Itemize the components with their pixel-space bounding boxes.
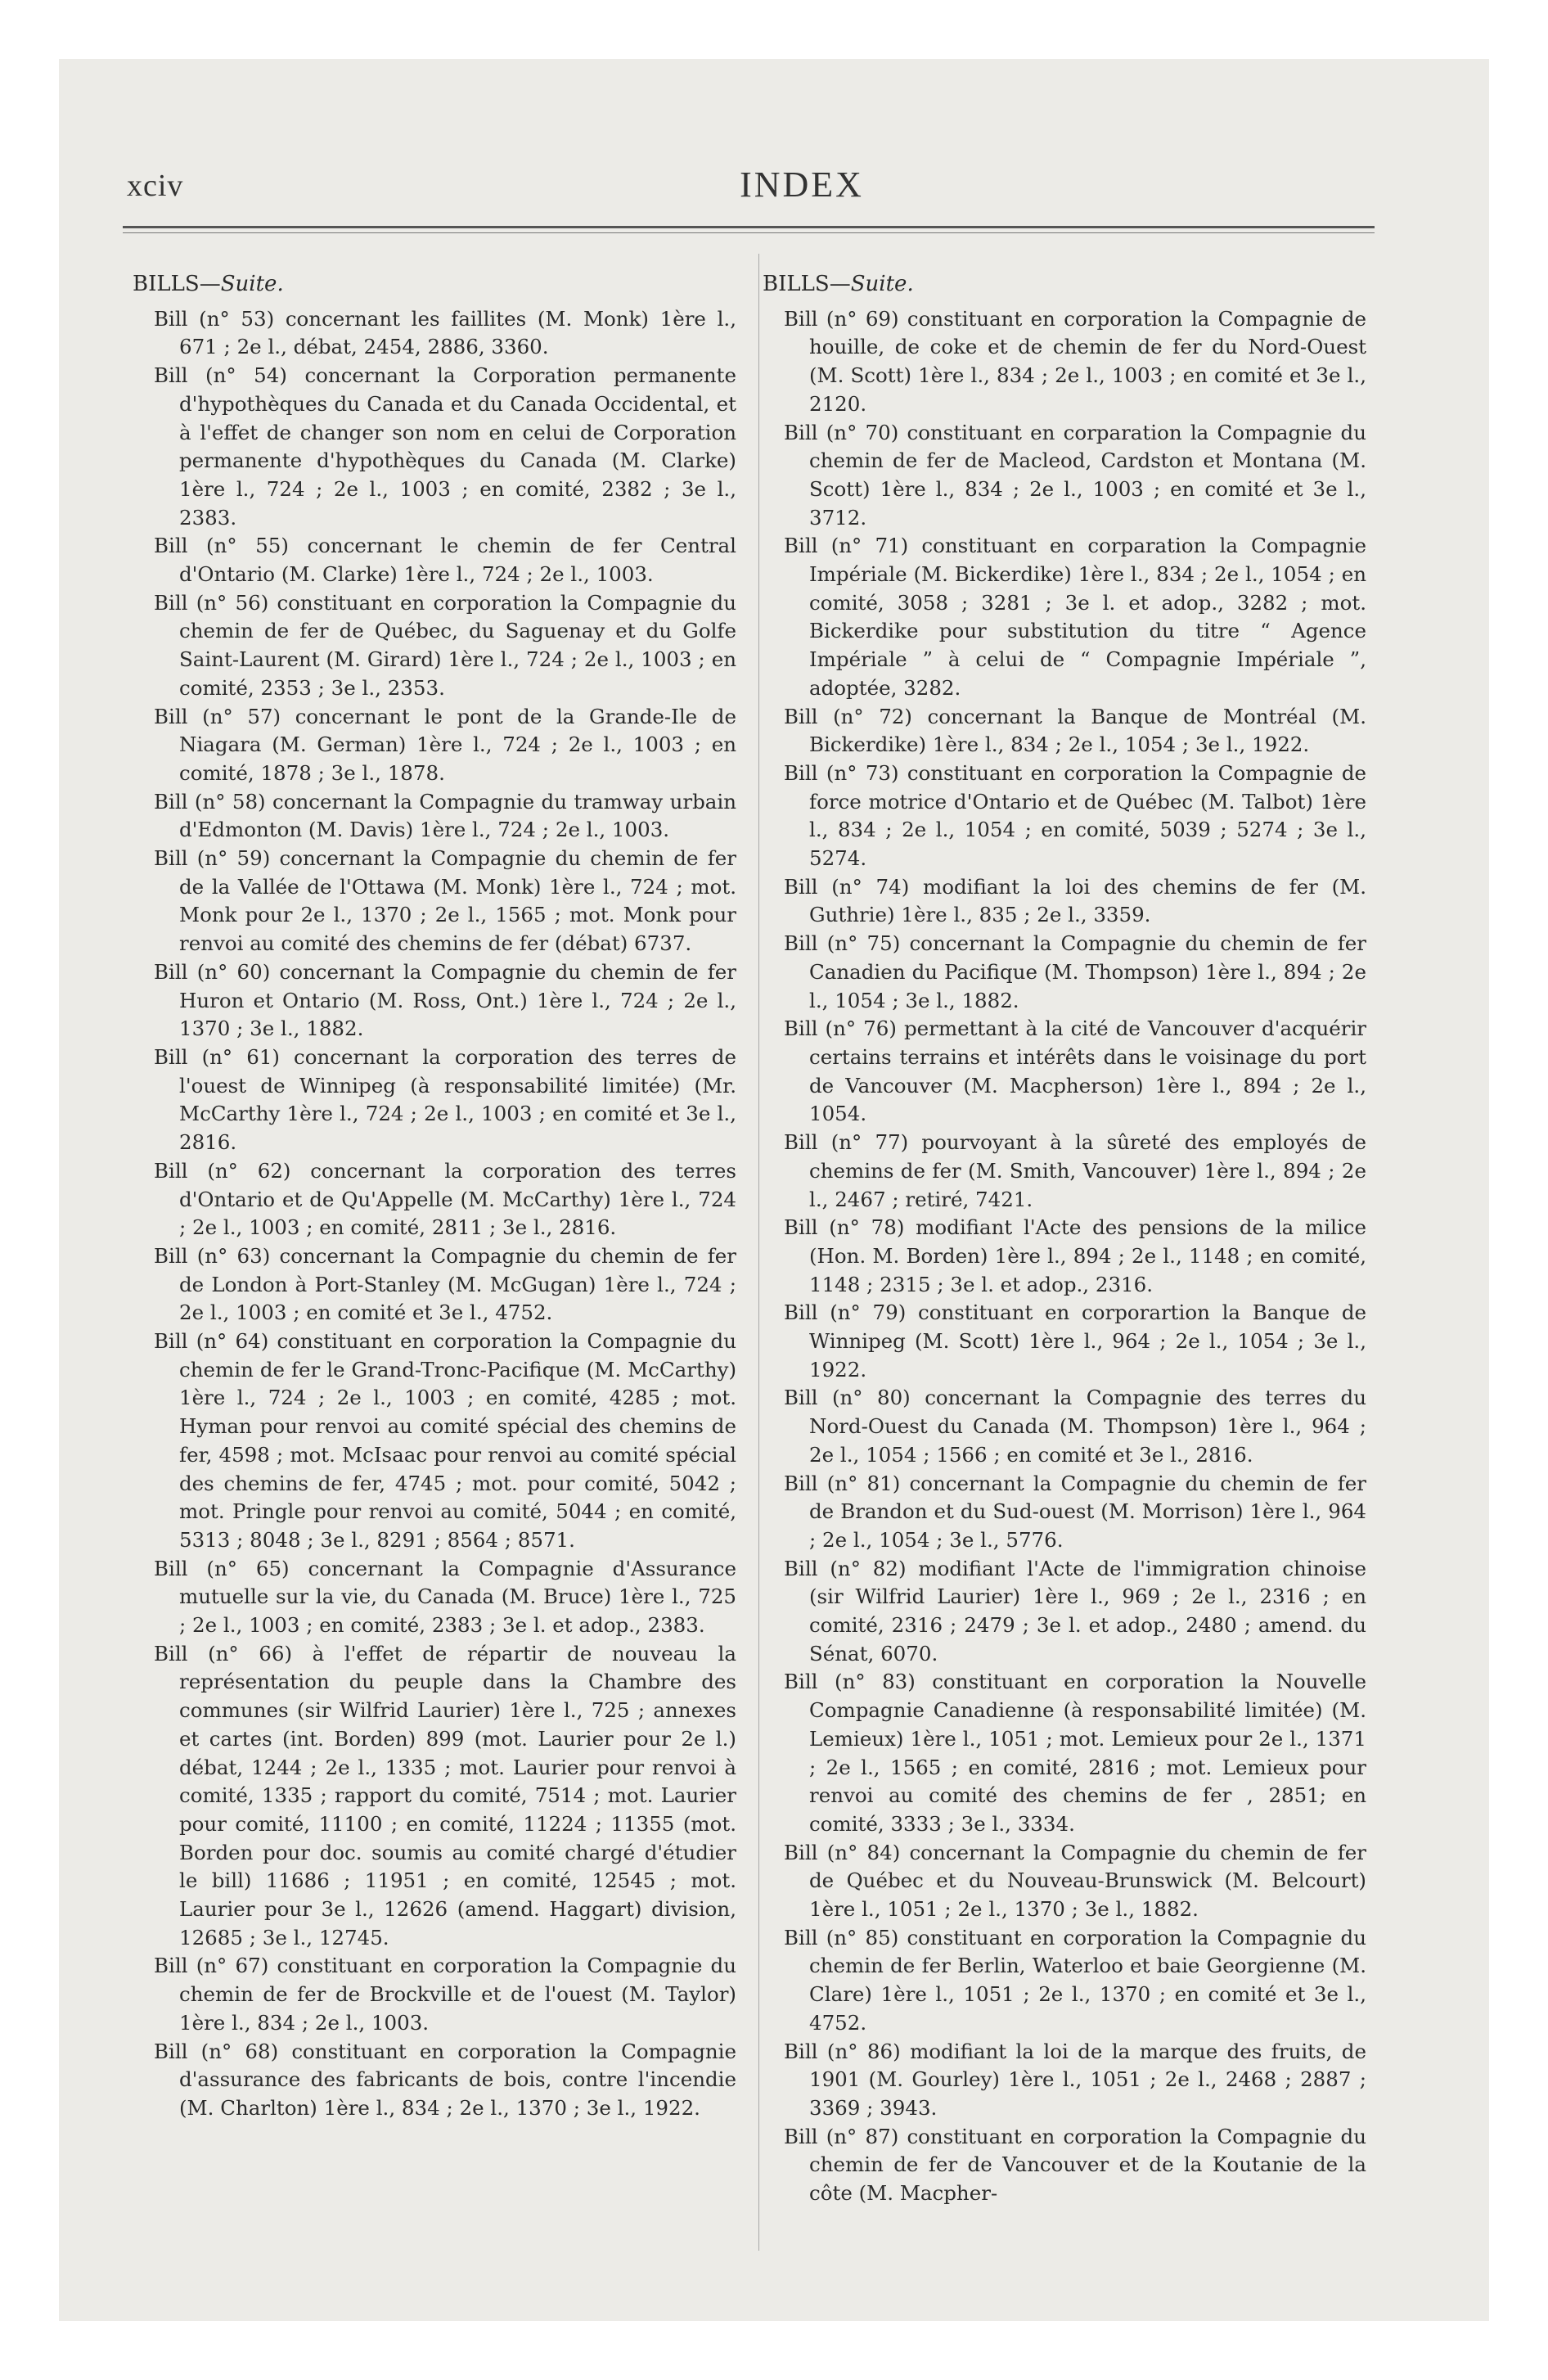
running-head: INDEX [740,165,864,205]
header-rule [123,226,1375,228]
index-entry: Bill (n° 73) constituant en corporation la Compagnie de force motrice d'Ontario et de Québec (M. Talbot) 1ère l., 834 ; 2e l., 1054 ; en comité, 5039 ; 5274 ; 3e l., 5274. [784,760,1366,871]
right-column [763,270,1366,2208]
header-rule-thin [123,232,1375,233]
index-entry: Bill (n° 79) constituant en corporartion la Banque de Winnipeg (M. Scott) 1ère l., 964 ; 2e l., 1054 ; 3e l., 1922. [784,1300,1366,1382]
index-entry: Bill (n° 72) concernant la Banque de Montréal (M. Bickerdike) 1ère l., 834 ; 2e l., 1054 ; 3e l., 1922. [784,704,1366,757]
index-entry: Bill (n° 83) constituant en corporation la Nouvelle Compagnie Canadienne (à responsabilité limitée) (M. Lemieux) 1ère l., 1051 ; mot. Lemieux pour 2e l., 1371 ; 2e l., 1565 ; en comité, 2816 ; mot. Lemieux pour renvoi au comité des chemins de fer , 2851; en comité, 3333 ; 3e l., 3334. [784,1670,1366,1836]
index-entry: Bill (n° 63) concernant la Compagnie du chemin de fer de London à Port-Stanley (M. McGugan) 1ère l., 724 ; 2e l., 1003 ; en comité et 3e l., 4752. [154,1243,736,1325]
index-entry: Bill (n° 77) pourvoyant à la sûreté des employés de chemins de fer (M. Smith, Vancouver) 1ère l., 894 ; 2e l., 2467 ; retiré, 7421. [784,1130,1366,1211]
index-entry: Bill (n° 65) concernant la Compagnie d'Assurance mutuelle sur la vie, du Canada (M. Bruce) 1ère l., 725 ; 2e l., 1003 ; en comité, 2383 ; 3e l. et adop., 2383. [154,1556,736,1638]
index-entry: Bill (n° 86) modifiant la loi de la marque des fruits, de 1901 (M. Gourley) 1ère l., 1051 ; 2e l., 2468 ; 2887 ; 3369 ; 3943. [784,2039,1366,2120]
index-entry: Bill (n° 57) concernant le pont de la Grande-Ile de Niagara (M. German) 1ère l., 724 ; 2e l., 1003 ; en comité, 1878 ; 3e l., 1878. [154,704,736,785]
column-divider [758,254,759,2251]
index-entry: Bill (n° 75) concernant la Compagnie du chemin de fer Canadien du Pacifique (M. Thompson) 1ère l., 894 ; 2e l., 1054 ; 3e l., 1882. [784,931,1366,1012]
index-entry: Bill (n° 55) concernant le chemin de fer Central d'Ontario (M. Clarke) 1ère l., 724 ; 2e l., 1003. [154,534,736,587]
index-entry: Bill (n° 78) modifiant l'Acte des pensions de la milice (Hon. M. Borden) 1ère l., 894 ; 2e l., 1148 ; en comité, 1148 ; 2315 ; 3e l. et adop., 2316. [784,1215,1366,1296]
index-entry: Bill (n° 66) à l'effet de répartir de nouveau la représentation du peuple dans la Chambre des communes (sir Wilfrid Laurier) 1ère l., 725 ; annexes et cartes (int. Borden) 899 (mot. Laurier pour 2e l.) débat, 1244 ; 2e l., 1335 ; mot. Laurier pour renvoi à comité, 1335 ; rapport du comité, 7514 ; mot. Laurier pour comité, 11100 ; en comité, 11224 ; 11355 (mot. Borden pour doc. soumis au comité chargé d'étudier le bill) 11686 ; 11951 ; en comité, 12545 ; mot. Laurier pour 3e l., 12626 (amend. Haggart) division, 12685 ; 3e l., 12745. [154,1641,736,1950]
index-entry: Bill (n° 53) concernant les faillites (M. Monk) 1ère l., 671 ; 2e l., débat, 2454, 2886, 3360. [154,306,736,359]
page-number: xciv [127,169,184,203]
index-entry: Bill (n° 84) concernant la Compagnie du chemin de fer de Québec et du Nouveau-Brunswick (M. Belcourt) 1ère l., 1051 ; 2e l., 1370 ; 3e l., 1882. [784,1840,1366,1922]
index-entry: Bill (n° 80) concernant la Compagnie des terres du Nord-Ouest du Canada (M. Thompson) 1ère l., 964 ; 2e l., 1054 ; 1566 ; en comité et 3e l., 2816. [784,1386,1366,1467]
section-heading-suite: Suite. [220,272,284,296]
index-entry: Bill (n° 82) modifiant l'Acte de l'immigration chinoise (sir Wilfrid Laurier) 1ère l., 969 ; 2e l., 2316 ; en comité, 2316 ; 2479 ; 3e l. et adop., 2480 ; amend. du Sénat, 6070. [784,1556,1366,1666]
index-entry: Bill (n° 69) constituant en corporation la Compagnie de houille, de coke et de chemin de fer du Nord-Ouest (M. Scott) 1ère l., 834 ; 2e l., 1003 ; en comité et 3e l., 2120. [784,306,1366,416]
index-entry: Bill (n° 62) concernant la corporation des terres d'Ontario et de Qu'Appelle (M. McCarthy) 1ère l., 724 ; 2e l., 1003 ; en comité, 2811 ; 3e l., 2816. [154,1158,736,1240]
index-entry: Bill (n° 59) concernant la Compagnie du chemin de fer de la Vallée de l'Ottawa (M. Monk) 1ère l., 724 ; mot. Monk pour 2e l., 1370 ; 2e l., 1565 ; mot. Monk pour renvoi au comité des chemins de fer (débat) 6737. [154,846,736,956]
index-entry: Bill (n° 61) concernant la corporation des terres de l'ouest de Winnipeg (à responsabilité limitée) (Mr. McCarthy 1ère l., 724 ; 2e l., 1003 ; en comité et 3e l., 2816. [154,1044,736,1155]
index-entry: Bill (n° 60) concernant la Compagnie du chemin de fer Huron et Ontario (M. Ross, Ont.) 1ère l., 724 ; 2e l., 1370 ; 3e l., 1882. [154,959,736,1041]
index-entry: Bill (n° 81) concernant la Compagnie du chemin de fer de Brandon et du Sud-ouest (M. Morrison) 1ère l., 964 ; 2e l., 1054 ; 3e l., 5776. [784,1471,1366,1552]
section-heading-suite: Suite. [850,272,914,296]
index-entry: Bill (n° 87) constituant en corporation la Compagnie du chemin de fer de Vancouver et de la Koutanie de la côte (M. Macpher- [784,2124,1366,2206]
section-heading [133,270,736,299]
section-heading-main: BILLS— [763,272,851,296]
section-heading [763,270,1366,299]
index-entry: Bill (n° 70) constituant en corparation la Compagnie du chemin de fer de Macleod, Cardston et Montana (M. Scott) 1ère l., 834 ; 2e l., 1003 ; en comité et 3e l., 3712. [784,420,1366,530]
index-entry: Bill (n° 58) concernant la Compagnie du tramway urbain d'Edmonton (M. Davis) 1ère l., 724 ; 2e l., 1003. [154,789,736,842]
index-entry: Bill (n° 67) constituant en corporation la Compagnie du chemin de fer de Brockville et de l'ouest (M. Taylor) 1ère l., 834 ; 2e l., 1003. [154,1954,736,2035]
index-entry: Bill (n° 56) constituant en corporation la Compagnie du chemin de fer de Québec, du Saguenay et du Golfe Saint-Laurent (M. Girard) 1ère l., 724 ; 2e l., 1003 ; en comité, 2353 ; 3e l., 2353. [154,590,736,700]
index-entry: Bill (n° 85) constituant en corporation la Compagnie du chemin de fer Berlin, Waterloo et baie Georgienne (M. Clare) 1ère l., 1051 ; 2e l., 1370 ; en comité et 3e l., 4752. [784,1925,1366,2035]
left-column [133,270,736,2123]
index-entry: Bill (n° 68) constituant en corporation la Compagnie d'assurance des fabricants de bois, contre l'incendie (M. Charlton) 1ère l., 834 ; 2e l., 1370 ; 3e l., 1922. [154,2039,736,2120]
section-heading-main: BILLS— [133,272,221,296]
index-entry: Bill (n° 76) permettant à la cité de Vancouver d'acquérir certains terrains et intérêts dans le voisinage du port de Vancouver (M. Macpherson) 1ère l., 894 ; 2e l., 1054. [784,1016,1366,1126]
index-entry: Bill (n° 74) modifiant la loi des chemins de fer (M. Guthrie) 1ère l., 835 ; 2e l., 3359. [784,874,1366,927]
index-entry: Bill (n° 54) concernant la Corporation permanente d'hypothèques du Canada et du Canada Occidental, et à l'effet de changer son nom en celui de Corporation permanente d'hypothèques du Canada (M. Clarke) 1ère l., 724 ; 2e l., 1003 ; en comité, 2382 ; 3e l., 2383. [154,363,736,530]
index-entry: Bill (n° 64) constituant en corporation la Compagnie du chemin de fer le Grand-Tronc-Pacifique (M. McCarthy) 1ère l., 724 ; 2e l., 1003 ; en comité, 4285 ; mot. Hyman pour renvoi au comité spécial des chemins de fer, 4598 ; mot. McIsaac pour renvoi au comité spécial des chemins de fer, 4745 ; mot. pour comité, 5042 ; mot. Pringle pour renvoi au comité, 5044 ; en comité, 5313 ; 8048 ; 3e l., 8291 ; 8564 ; 8571. [154,1329,736,1552]
index-entry: Bill (n° 71) constituant en corparation la Compagnie Impériale (M. Bickerdike) 1ère l., 834 ; 2e l., 1054 ; en comité, 3058 ; 3281 ; 3e l. et adop., 3282 ; mot. Bickerdike pour substitution du titre “ Agence Impériale ” à celui de “ Compagnie Impériale ”, adoptée, 3282. [784,534,1366,700]
